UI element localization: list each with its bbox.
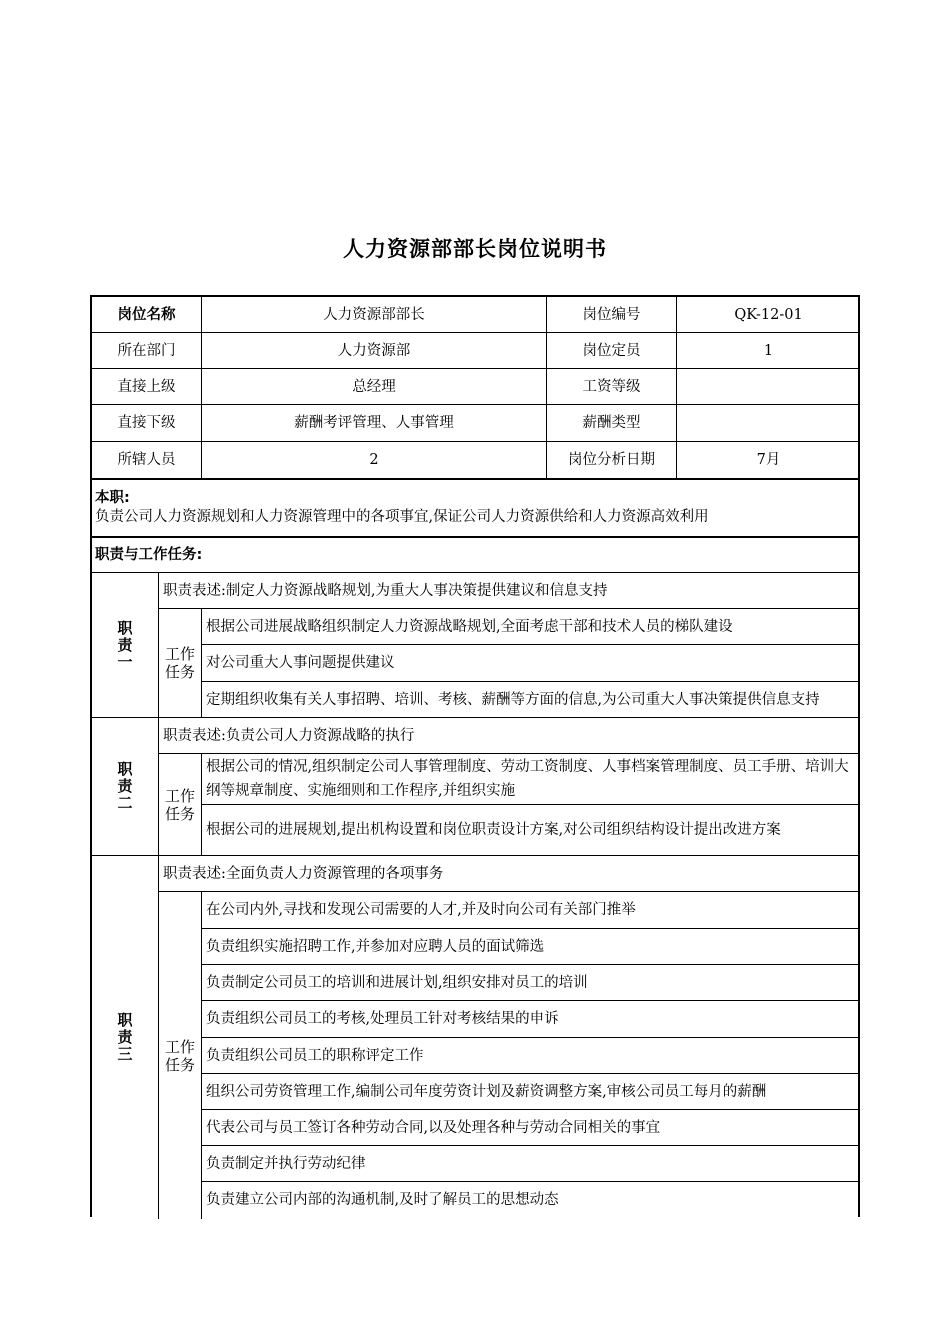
position-code-label: 岗位编号 xyxy=(582,306,641,323)
resp-3-task-8: 负责制定并执行劳动纪律 xyxy=(206,1155,366,1172)
resp-3-statement: 职责表述:全面负责人力资源管理的各项事务 xyxy=(163,865,444,882)
responsibilities-label: 职责与工作任务: xyxy=(95,547,203,563)
resp-3-task-9: 负责建立公司内部的沟通机制,及时了解员工的思想动态 xyxy=(206,1191,559,1208)
resp-2-task-label: 工作任务 xyxy=(164,786,195,823)
resp-3-task-7: 代表公司与员工签订各种劳动合同,以及处理各种与劳动合同相关的事宜 xyxy=(206,1119,661,1136)
resp-3-task-label: 工作任务 xyxy=(164,1037,195,1074)
resp-2-statement: 职责表述:负责公司人力资源战略的执行 xyxy=(163,727,415,744)
resp-1-task-label: 工作任务 xyxy=(164,645,195,681)
department-value: 人力资源部 xyxy=(337,342,411,359)
analysis-date-value: 7月 xyxy=(756,452,781,468)
resp-1-task-1: 根据公司进展战略组织制定人力资源战略规划,全面考虑干部和技术人员的梯队建设 xyxy=(206,618,733,635)
resp-1-task-2: 对公司重大人事问题提供建议 xyxy=(206,655,395,671)
salary-grade-label: 工资等级 xyxy=(582,378,641,395)
resp-2-task-1: 根据公司的情况,组织制定公司人事管理制度、劳动工资制度、人事档案管理制度、员工手册、培训大纲等规章制度、实施细则和工作程序,并组织实施 xyxy=(206,759,849,799)
resp-3-task-2: 负责组织实施招聘工作,并参加对应聘人员的面试筛选 xyxy=(206,938,545,955)
duty-label: 本职: xyxy=(95,490,130,506)
resp-3-task-3: 负责制定公司员工的培训和进展计划,组织安排对员工的培训 xyxy=(206,974,588,991)
resp-1-statement: 职责表述:制定人力资源战略规划,为重大人事决策提供建议和信息支持 xyxy=(163,582,608,599)
position-code-value: QK-12-01 xyxy=(734,306,803,323)
staff-label: 所辖人员 xyxy=(117,452,176,468)
salary-type-label: 薪酬类型 xyxy=(582,415,641,431)
subordinate-label: 直接下级 xyxy=(117,415,176,431)
resp-3-task-6: 组织公司劳资管理工作,编制公司年度劳资计划及薪资调整方案,审核公司员工每月的薪酬 xyxy=(206,1083,767,1100)
resp-3-task-4: 负责组织公司员工的考核,处理员工针对考核结果的申诉 xyxy=(206,1010,559,1027)
resp-3-name: 职责三 xyxy=(117,1011,133,1063)
subordinate-value: 薪酬考评管理、人事管理 xyxy=(294,415,454,431)
resp-2-task-2: 根据公司的进展规划,提出机构设置和岗位职责设计方案,对公司组织结构设计提出改进方案 xyxy=(206,822,781,838)
position-name-value: 人力资源部部长 xyxy=(323,306,425,323)
department-label: 所在部门 xyxy=(117,342,176,359)
salary-grade-value xyxy=(677,369,860,404)
superior-value: 总经理 xyxy=(352,378,396,395)
salary-type-value xyxy=(677,405,860,441)
staff-value: 2 xyxy=(369,452,379,468)
resp-3-task-5: 负责组织公司员工的职称评定工作 xyxy=(206,1047,424,1064)
position-name-label: 岗位名称 xyxy=(117,306,176,323)
resp-2-name: 职责二 xyxy=(117,760,133,812)
duty-text: 负责公司人力资源规划和人力资源管理中的各项事宜,保证公司人力资源供给和人力资源高效利用 xyxy=(95,509,709,525)
job-description-table xyxy=(90,295,860,1217)
resp-1-task-3: 定期组织收集有关人事招聘、培训、考核、薪酬等方面的信息,为公司重大人事决策提供信息支持 xyxy=(206,691,820,708)
page-title: 人力资源部部长岗位说明书 xyxy=(343,237,607,261)
resp-3-task-1: 在公司内外,寻找和发现公司需要的人才,并及时向公司有关部门推举 xyxy=(206,901,636,918)
resp-1-name: 职责一 xyxy=(117,618,133,671)
analysis-date-label: 岗位分析日期 xyxy=(568,452,655,468)
headcount-value: 1 xyxy=(763,342,774,359)
headcount-label: 岗位定员 xyxy=(582,342,641,359)
superior-label: 直接上级 xyxy=(117,378,176,395)
